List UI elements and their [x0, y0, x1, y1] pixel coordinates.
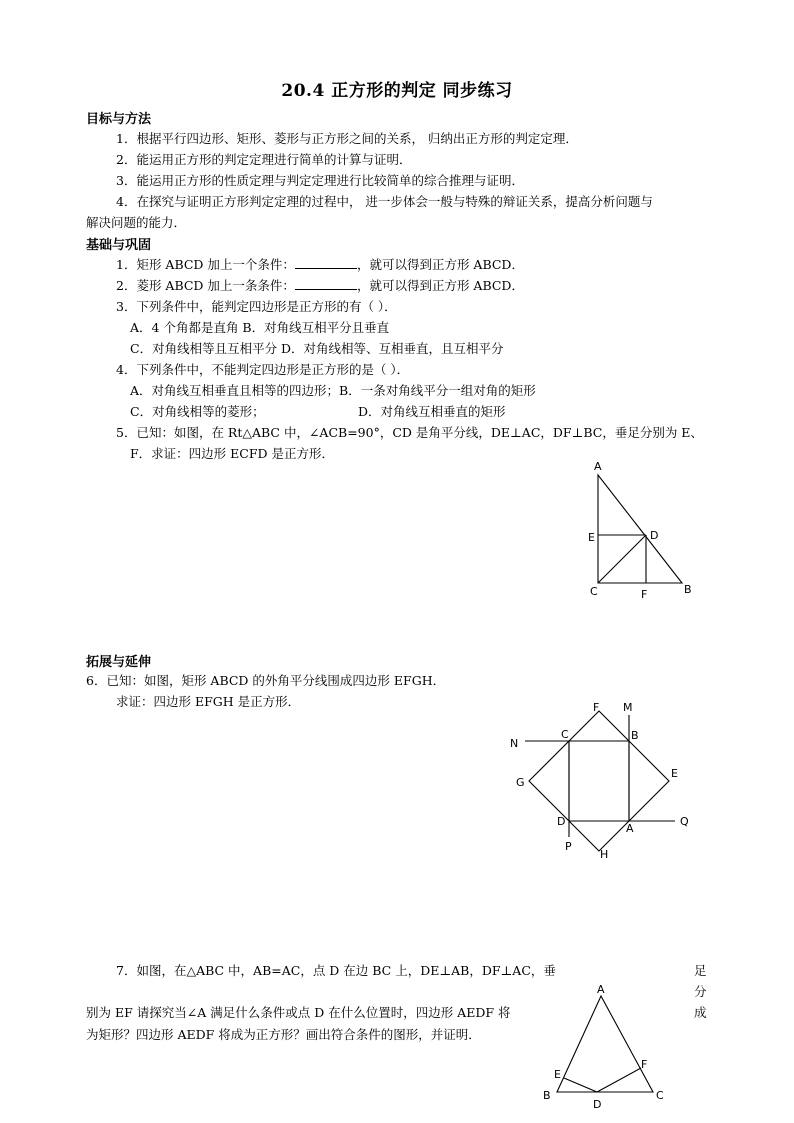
answer-blank — [295, 256, 357, 269]
label-f: F — [593, 701, 600, 714]
goals-heading: 目标与方法 — [86, 112, 152, 127]
question-1-text: 1．矩形 ABCD 加上一个条件： — [116, 257, 295, 272]
goal-item-2: 2．能运用正方形的判定定理进行简单的计算与证明． — [116, 152, 412, 167]
rectangle-abcd — [569, 741, 629, 821]
label-d: D — [650, 529, 659, 542]
label-a: A — [597, 983, 605, 996]
label-f: F — [641, 1058, 648, 1071]
label-h: H — [600, 848, 609, 861]
goal-item-3: 3．能运用正方形的性质定理与判定定理进行比较简单的综合推理与证明． — [116, 173, 524, 188]
label-c: C — [656, 1089, 664, 1102]
figure-right-triangle — [580, 455, 700, 605]
page-title: 20.4 正方形的判定 同步练习 — [281, 81, 513, 101]
question-4: 4．下列条件中，不能判定四边形是正方形的是（ ）． — [116, 362, 410, 377]
question-7-right-3: 成 — [694, 1005, 707, 1020]
question-4-options-ab: A．对角线互相垂直且相等的四边形；B．一条对角线平分一组对角的矩形 — [130, 383, 536, 398]
label-a: A — [626, 822, 634, 835]
label-c: C — [590, 585, 598, 598]
segment-cd — [598, 535, 646, 583]
question-4-option-d: D．对角线互相垂直的矩形 — [358, 404, 506, 419]
goal-item-4-cont: 解决问题的能力． — [86, 215, 187, 230]
basics-heading: 基础与巩固 — [86, 238, 152, 253]
question-2-text-end: ，就可以得到正方形 ABCD． — [356, 278, 524, 293]
label-e: E — [671, 767, 678, 780]
label-b: B — [631, 729, 639, 742]
label-e: E — [554, 1068, 561, 1081]
label-e: E — [588, 531, 595, 544]
question-3-options-cd: C．对角线相等且互相平分 D．对角线相等、互相垂直，且互相平分 — [130, 341, 504, 356]
label-m: M — [623, 701, 633, 714]
question-7-line-3: 为矩形？四边形 AEDF 将成为正方形？画出符合条件的图形，并证明． — [86, 1027, 481, 1042]
label-a: A — [594, 460, 602, 473]
label-c: C — [561, 728, 569, 741]
triangle-abc — [598, 475, 682, 583]
figure-isosceles-triangle — [535, 980, 675, 1115]
extend-heading: 拓展与延伸 — [86, 655, 152, 670]
question-1 — [116, 256, 524, 273]
label-g: G — [516, 776, 525, 789]
goal-item-1: 1．根据平行四边形、矩形、菱形与正方形之间的关系， 归纳出正方形的判定定理． — [116, 131, 578, 146]
goal-item-4: 4．在探究与证明正方形判定定理的过程中， 进一步体会一般与特殊的辩证关系，提高分析问题与 — [116, 194, 653, 209]
question-5-cont: F．求证：四边形 ECFD 是正方形． — [130, 446, 335, 461]
label-d: D — [557, 815, 566, 828]
question-1-text-end: ，就可以得到正方形 ABCD． — [356, 257, 524, 272]
label-p: P — [565, 840, 572, 853]
quadrilateral-efgh — [529, 711, 669, 851]
question-3: 3．下列条件中，能判定四边形是正方形的有（ ）． — [116, 299, 397, 314]
question-7-line-2: 别为 EF 请探究当∠A 满足什么条件或点 D 在什么位置时，四边形 AEDF 将 — [86, 1005, 511, 1020]
label-d: D — [593, 1098, 602, 1111]
question-7: 7．如图，在△ABC 中，AB=AC，点 D 在边 BC 上，DE⊥AB，DF⊥AC，垂 — [116, 963, 556, 978]
question-4-option-c: C．对角线相等的菱形； — [130, 404, 265, 419]
question-7-right-1: 足 — [694, 963, 707, 978]
question-7-right-2: 分 — [694, 984, 707, 999]
question-5: 5．已知：如图，在 Rt△ABC 中，∠ACB=90°，CD 是角平分线，DE⊥AC，DF⊥BC，垂足分别为 E、 — [116, 425, 703, 440]
question-2-text: 2．菱形 ABCD 加上一条条件： — [116, 278, 295, 293]
question-6-cont: 求证：四边形 EFGH 是正方形． — [116, 694, 301, 709]
answer-blank — [295, 277, 357, 290]
label-b: B — [543, 1089, 551, 1102]
label-q: Q — [680, 815, 689, 828]
label-n: N — [510, 737, 519, 750]
triangle-abc — [557, 996, 653, 1092]
figure-rectangle-square — [505, 695, 705, 865]
question-3-options-ab: A．4 个角都是直角 B．对角线互相平分且垂直 — [130, 320, 390, 335]
label-b: B — [684, 583, 692, 596]
label-f: F — [641, 588, 648, 601]
question-6: 6．已知：如图，矩形 ABCD 的外角平分线围成四边形 EFGH． — [86, 673, 446, 688]
segments-ed-df — [564, 1068, 641, 1092]
question-2 — [116, 277, 524, 294]
